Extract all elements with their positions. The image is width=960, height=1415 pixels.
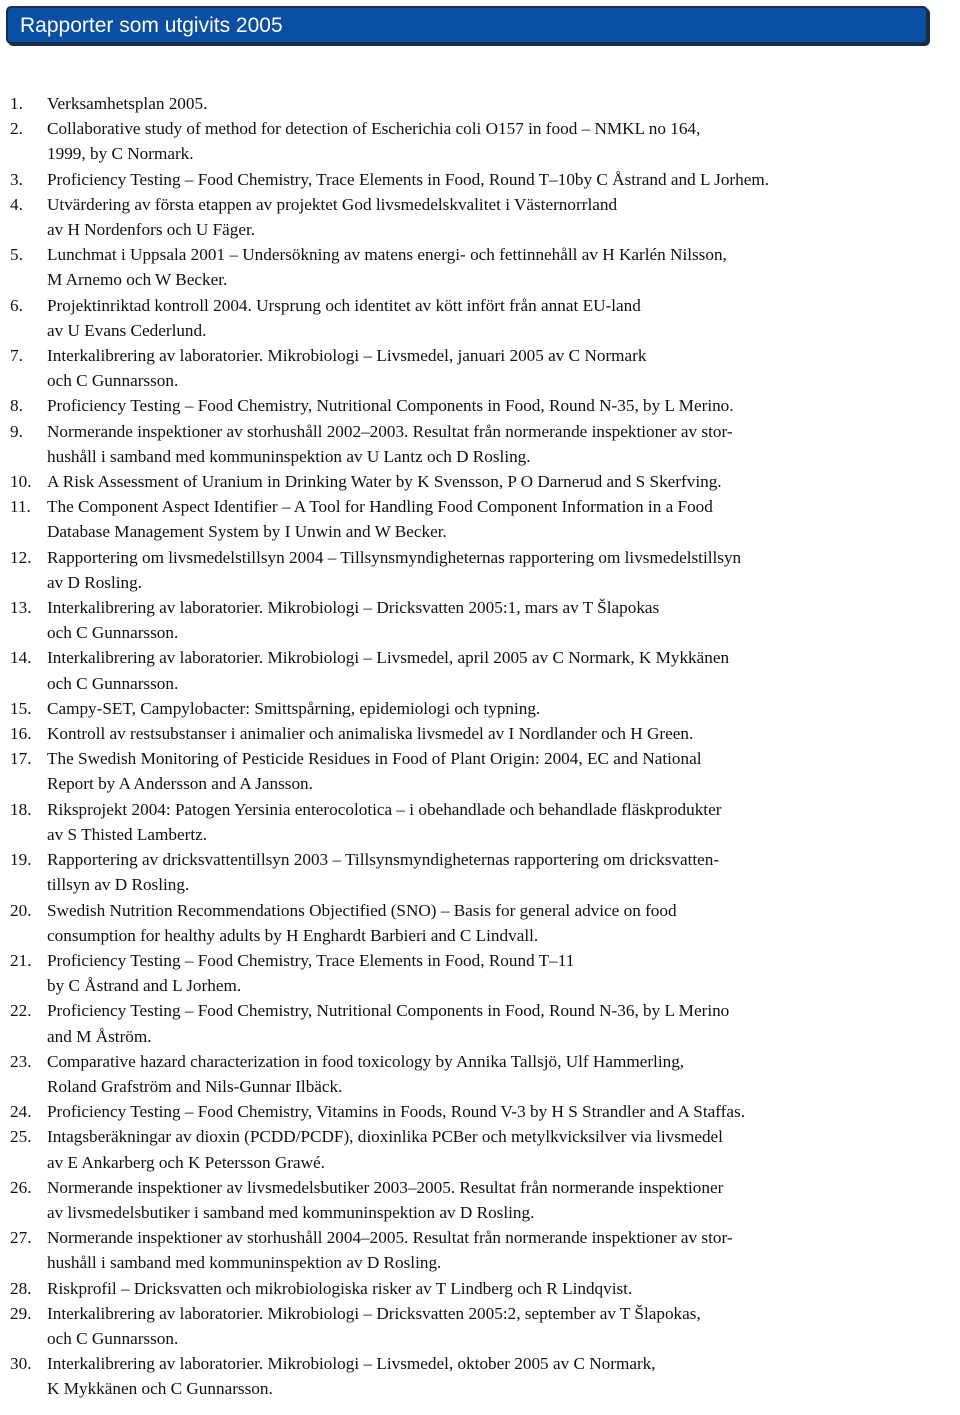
item-number: 3. — [10, 169, 23, 189]
section-header — [6, 6, 928, 44]
item-number: 17. — [10, 749, 32, 769]
list-item — [0, 192, 960, 242]
list-item — [0, 545, 960, 595]
item-text: The Swedish Monitoring of Pesticide Residues in Food of Plant Origin: 2004, EC and National Report by A Andersson and A Jansson. — [47, 749, 702, 794]
item-number: 30. — [10, 1354, 32, 1374]
item-text: Normerande inspektioner av livsmedelsbutiker 2003–2005. Resultat från normerande inspektioner av livsmedelsbutiker i samband med kommuninspektion av D Rosling. — [47, 1177, 724, 1222]
item-text: Collaborative study of method for detection of Escherichia coli O157 in food – NMKL no 164, 1999, by C Normark. — [47, 119, 701, 164]
list-item — [0, 948, 960, 998]
list-item — [0, 393, 960, 418]
item-text: Proficiency Testing – Food Chemistry, Trace Elements in Food, Round T–11 by C Åstrand and L Jorhem. — [47, 950, 575, 996]
list-item — [0, 494, 960, 544]
item-number: 25. — [10, 1127, 32, 1147]
item-number: 16. — [10, 724, 32, 744]
list-item — [0, 998, 960, 1048]
item-text: Campy-SET, Campylobacter: Smittspårning, epidemiologi och typning. — [47, 698, 541, 718]
item-text: Proficiency Testing – Food Chemistry, Nutritional Components in Food, Round N-36, by L Merino and M Åström. — [47, 1001, 730, 1046]
list-item — [0, 116, 960, 166]
item-text: Interkalibrering av laboratorier. Mikrobiologi – Livsmedel, april 2005 av C Normark, K Mykkänen och C Gunnarsson. — [47, 648, 730, 693]
list-item — [0, 721, 960, 746]
list-item — [0, 469, 960, 494]
item-text: Normerande inspektioner av storhushåll 2002–2003. Resultat från normerande inspektioner av stor- hushåll i samband med kommuninspektion av U Lantz och D Rosling. — [47, 421, 733, 466]
item-text: The Component Aspect Identifier – A Tool for Handling Food Component Information in a Food Database Management System by I Unwin and W Becker. — [47, 497, 713, 542]
list-item — [0, 343, 960, 393]
item-text: Normerande inspektioner av storhushåll 2004–2005. Resultat från normerande inspektioner av stor- hushåll i samband med kommuninspektion av D Rosling. — [47, 1228, 733, 1273]
item-text: Verksamhetsplan 2005. — [47, 94, 208, 113]
list-item — [0, 645, 960, 695]
item-text: Projektinriktad kontroll 2004. Ursprung och identitet av kött infört från annat EU-land av U Evans Cederlund. — [47, 295, 641, 340]
list-item — [0, 746, 960, 796]
page-title: Rapporter som utgivits 2005 — [20, 14, 283, 37]
item-text: Lunchmat i Uppsala 2001 – Undersökning av matens energi- och fettinnehåll av H Karlén Nilsson, M Arnemo och W Becker. — [47, 245, 727, 290]
item-number: 19. — [10, 850, 32, 870]
item-number: 1. — [10, 94, 23, 113]
report-list — [0, 91, 960, 1402]
list-item — [0, 293, 960, 343]
list-item — [0, 91, 960, 116]
item-number: 24. — [10, 1102, 32, 1122]
item-text: Utvärdering av första etappen av projektet God livsmedelskvalitet i Västernorrland av H Nordenfors och U Fäger. — [47, 194, 618, 240]
item-text: Riskprofil – Dricksvatten och mikrobiologiska risker av T Lindberg och R Lindqvist. — [47, 1278, 633, 1298]
list-item — [0, 696, 960, 721]
list-item — [0, 1225, 960, 1275]
item-text: Proficiency Testing – Food Chemistry, Trace Elements in Food, Round T–10by C Åstrand and L Jorhem. — [47, 169, 770, 189]
list-item — [0, 595, 960, 645]
item-text: Rapportering om livsmedelstillsyn 2004 – Tillsynsmyndigheternas rapportering om livsmedelstillsyn av D Rosling. — [47, 547, 742, 592]
item-number: 2. — [10, 119, 23, 139]
item-number: 15. — [10, 698, 32, 718]
item-text: Interkalibrering av laboratorier. Mikrobiologi – Livsmedel, oktober 2005 av C Normark, K Mykkänen och C Gunnarsson. — [47, 1354, 656, 1399]
item-number: 18. — [10, 799, 32, 819]
item-number: 12. — [10, 547, 32, 567]
item-number: 26. — [10, 1177, 32, 1197]
list-item — [0, 1301, 960, 1351]
list-item — [0, 1049, 960, 1099]
item-text: Kontroll av restsubstanser i animalier och animaliska livsmedel av I Nordlander och H Green. — [47, 724, 694, 744]
item-number: 10. — [10, 472, 32, 492]
list-item — [0, 419, 960, 469]
item-number: 22. — [10, 1001, 32, 1021]
list-item — [0, 1276, 960, 1301]
item-number: 11. — [10, 497, 31, 517]
item-number: 14. — [10, 648, 32, 668]
list-item — [0, 1124, 960, 1174]
item-text: Swedish Nutrition Recommendations Objectified (SNO) – Basis for general advice on food consumption for healthy adults by H Enghardt Barbieri and C Lindvall. — [47, 900, 677, 945]
list-item — [0, 847, 960, 897]
item-text: Interkalibrering av laboratorier. Mikrobiologi – Dricksvatten 2005:2, september av T Šlapokas, och C Gunnarsson. — [47, 1303, 701, 1348]
item-text: Intagsberäkningar av dioxin (PCDD/PCDF), dioxinlika PCBer och metylkvicksilver via livsmedel av E Ankarberg och K Petersson Grawé. — [47, 1127, 723, 1172]
list-item — [0, 1175, 960, 1225]
list-item — [0, 1351, 960, 1401]
item-number: 21. — [10, 950, 32, 970]
item-text: Proficiency Testing – Food Chemistry, Vitamins in Foods, Round V-3 by H S Strandler and A Staffas. — [47, 1102, 745, 1122]
item-number: 28. — [10, 1278, 32, 1298]
item-number: 6. — [10, 295, 23, 315]
item-number: 8. — [10, 396, 23, 416]
item-number: 4. — [10, 194, 23, 214]
item-text: A Risk Assessment of Uranium in Drinking Water by K Svensson, P O Darnerud and S Skerfving. — [47, 472, 722, 492]
item-number: 13. — [10, 598, 32, 618]
item-number: 23. — [10, 1051, 32, 1071]
list-item — [0, 898, 960, 948]
item-text: Rapportering av dricksvattentillsyn 2003 – Tillsynsmyndigheternas rapportering om dricksvatten- tillsyn av D Rosling. — [47, 850, 720, 895]
list-item — [0, 797, 960, 847]
item-text: Interkalibrering av laboratorier. Mikrobiologi – Livsmedel, januari 2005 av C Normark och C Gunnarsson. — [47, 346, 647, 391]
item-number: 7. — [10, 346, 23, 366]
item-text: Comparative hazard characterization in food toxicology by Annika Tallsjö, Ulf Hammerling, Roland Grafström and Nils-Gunnar Ilbäck. — [47, 1051, 685, 1096]
list-item — [0, 167, 960, 192]
list-item — [0, 1099, 960, 1124]
item-text: Riksprojekt 2004: Patogen Yersinia enterocolotica – i obehandlade och behandlade fläskprodukter av S Thisted Lambertz. — [47, 799, 722, 844]
item-number: 27. — [10, 1228, 32, 1248]
item-number: 9. — [10, 421, 23, 441]
item-text: Interkalibrering av laboratorier. Mikrobiologi – Dricksvatten 2005:1, mars av T Šlapokas och C Gunnarsson. — [47, 598, 660, 643]
list-item — [0, 242, 960, 292]
item-number: 20. — [10, 900, 32, 920]
item-text: Proficiency Testing – Food Chemistry, Nutritional Components in Food, Round N-35, by L Merino. — [47, 396, 734, 416]
item-number: 5. — [10, 245, 23, 265]
item-number: 29. — [10, 1303, 32, 1323]
